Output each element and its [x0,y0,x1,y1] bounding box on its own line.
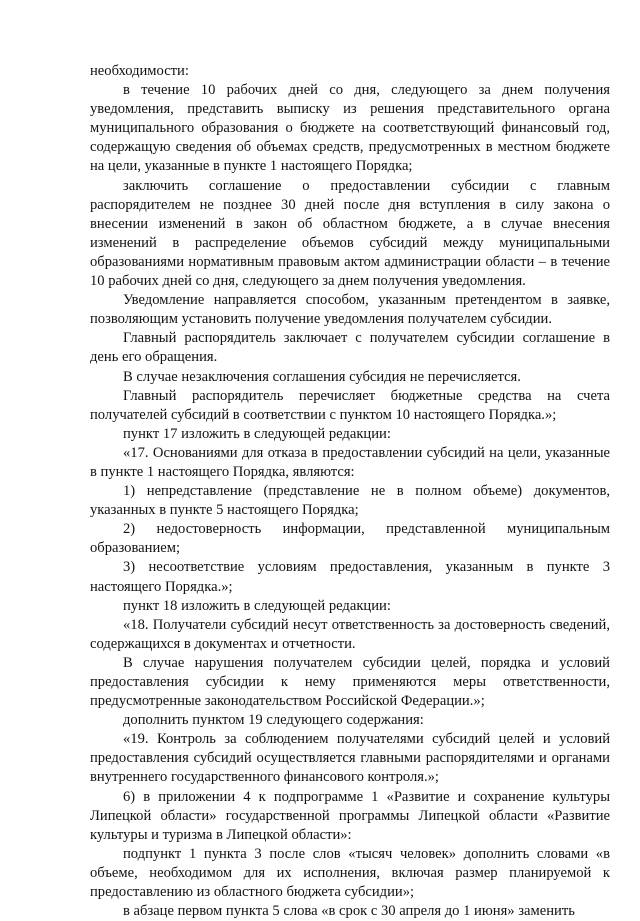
paragraph-item-18: «18. Получатели субсидий несут ответственность за достоверность сведений, содержащихся в документах и отчетности. [90,616,610,652]
paragraph-item-17: «17. Основаниями для отказа в предоставлении субсидий на цели, указанные в пункте 1 настоящего Порядка, являются: [90,444,610,480]
paragraph-subitem-1-item-3: подпункт 1 пункта 3 после слов «тысяч человек» дополнить словами «в объеме, необходимом для их исполнения, включая размер планируемой к предоставлению из областного бюджета субсидии»; [90,845,610,901]
paragraph-item-18-violation: В случае нарушения получателем субсидии целей, порядка и условий предоставления субсидии к нему применяются меры ответственности, предусмотренные законодательством Российской Федерации.»; [90,654,610,710]
paragraph-item-18-intro: пункт 18 изложить в следующей редакции: [123,597,391,614]
paragraph-item-17-3: 3) несоответствие условиям предоставления, указанным в пункте 3 настоящего Порядка.»; [90,559,610,595]
paragraph-conclude-agreement: заключить соглашение о предоставлении субсидии с главным распорядителем не позднее 30 дней после дня вступления в силу закона о внесении изменений в закон об областном бюджете, а в случае внесения изменений в распределение объемов субсидий между муниципальными образованиями нормативным правовым актом администрации области – в течение 10 рабочих дней со дня, следующего за днем получения уведомления. [90,177,610,290]
paragraph-item-5-first-para: в абзаце первом пункта 5 слова «в срок с 30 апреля до 1 июня» заменить [123,903,575,920]
paragraph-notification-method: Уведомление направляется способом, указанным претендентом в заявке, позволяющим установить получение уведомления получателем субсидии. [90,292,610,328]
paragraph-appendix-4: 6) в приложении 4 к подпрограмме 1 «Развитие и сохранение культуры Липецкой области» государственной программы Липецкой области «Развитие культуры и туризма в Липецкой области»: [90,788,610,843]
paragraph-agreement-signing: Главный распорядитель заключает с получателем субсидии соглашение в день его обращения. [90,330,610,366]
paragraph-item-17-1: 1) непредставление (представление не в полном объеме) документов, указанных в пункте 5 настоящего Порядка; [90,483,610,519]
paragraph-item-19-intro: дополнить пунктом 19 следующего содержания: [123,712,424,729]
paragraph-item-17-intro: пункт 17 изложить в следующей редакции: [123,425,391,442]
paragraph-continuation: необходимости: [90,63,189,79]
paragraph-item-19: «19. Контроль за соблюдением получателями субсидий целей и условий предоставления субсидий осуществляется главными распорядителями и органами внутреннего государственного финансового контроля.»; [90,731,610,786]
paragraph-item-17-2: 2) недостоверность информации, представленной муниципальным образованием; [90,521,610,557]
document-body [90,62,610,921]
paragraph-funds-transfer: Главный распорядитель перечисляет бюджетные средства на счета получателей субсидий в соответствии с пунктом 10 настоящего Порядка.»; [90,387,610,423]
paragraph-no-agreement: В случае незаключения соглашения субсидия не перечисляется. [123,368,521,385]
paragraph-deadline-extract: в течение 10 рабочих дней со дня, следующего за днем получения уведомления, представить выписку из решения представительного органа муниципального образования о бюджете на соответствующий финансовый год, содержащую сведения об объемах средств, предусмотренных в местном бюджете на цели, указанные в пункте 1 настоящего Порядка; [90,82,610,175]
